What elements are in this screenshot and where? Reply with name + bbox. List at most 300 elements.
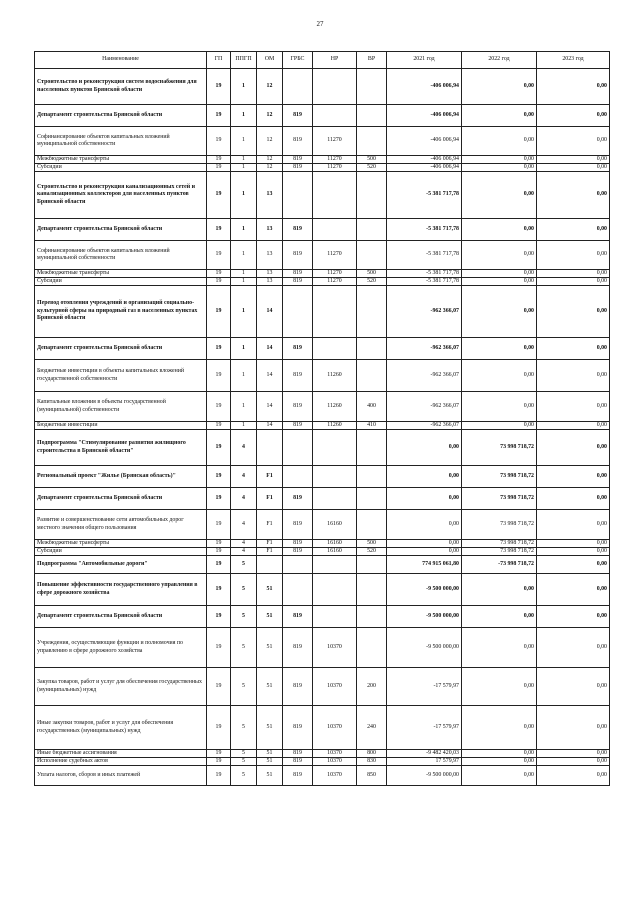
amount-2023-cell: 0,00: [537, 172, 610, 219]
vr-cell: 500: [357, 156, 387, 164]
amount-2021-cell: -17 579,97: [387, 668, 462, 706]
gp-cell: 19: [207, 156, 231, 164]
amount-2021-cell: -406 006,94: [387, 69, 462, 105]
table-body: [35, 69, 610, 786]
row-name-cell: Софинансирование объектов капитальных вложений муниципальной собственности: [35, 241, 207, 270]
table-row: [35, 105, 610, 127]
amount-2022-cell: -73 998 718,72: [462, 556, 537, 574]
nr-cell: 16160: [313, 510, 357, 540]
row-name-cell: Учреждения, осуществляющие функции и полномочия по управлению в сфере дорожного хозяйства: [35, 628, 207, 668]
table-row: [35, 540, 610, 548]
grbs-cell: 819: [283, 156, 313, 164]
amount-2023-cell: 0,00: [537, 392, 610, 422]
ppgp-cell: 1: [231, 360, 257, 392]
grbs-cell: 819: [283, 540, 313, 548]
row-name-cell: Подпрограмма "Стимулирование развития жилищного строительства в Брянской области": [35, 430, 207, 466]
ppgp-cell: 1: [231, 241, 257, 270]
amount-2022-cell: 0,00: [462, 758, 537, 766]
vr-cell: 400: [357, 392, 387, 422]
amount-2022-cell: 0,00: [462, 69, 537, 105]
om-cell: F1: [257, 466, 283, 488]
vr-cell: 410: [357, 422, 387, 430]
header-cell: 2021 год: [387, 52, 462, 69]
table-row: [35, 556, 610, 574]
amount-2023-cell: 0,00: [537, 766, 610, 786]
vr-cell: [357, 105, 387, 127]
ppgp-cell: 1: [231, 278, 257, 286]
nr-cell: [313, 219, 357, 241]
grbs-cell: 819: [283, 278, 313, 286]
amount-2023-cell: 0,00: [537, 127, 610, 156]
nr-cell: 11270: [313, 241, 357, 270]
vr-cell: [357, 286, 387, 338]
amount-2021-cell: -9 482 420,03: [387, 750, 462, 758]
om-cell: 14: [257, 286, 283, 338]
amount-2023-cell: 0,00: [537, 628, 610, 668]
gp-cell: 19: [207, 430, 231, 466]
amount-2022-cell: 0,00: [462, 606, 537, 628]
gp-cell: 19: [207, 488, 231, 510]
gp-cell: 19: [207, 510, 231, 540]
ppgp-cell: 5: [231, 606, 257, 628]
row-name-cell: Иные закупки товаров, работ и услуг для обеспечения государственных (муниципальных) нужд: [35, 706, 207, 750]
ppgp-cell: 5: [231, 574, 257, 606]
amount-2022-cell: 0,00: [462, 392, 537, 422]
table-row: [35, 270, 610, 278]
gp-cell: 19: [207, 540, 231, 548]
gp-cell: 19: [207, 105, 231, 127]
table-row: [35, 127, 610, 156]
om-cell: 12: [257, 156, 283, 164]
om-cell: 12: [257, 105, 283, 127]
nr-cell: 11260: [313, 392, 357, 422]
nr-cell: [313, 105, 357, 127]
nr-cell: 11260: [313, 422, 357, 430]
amount-2023-cell: 0,00: [537, 668, 610, 706]
nr-cell: [313, 172, 357, 219]
table-row: [35, 606, 610, 628]
amount-2021-cell: 0,00: [387, 548, 462, 556]
row-name-cell: Перевод отопления учреждений и организаций социально-культурной сферы на природный газ в населенных пунктах Брянской области: [35, 286, 207, 338]
amount-2022-cell: 0,00: [462, 574, 537, 606]
grbs-cell: 819: [283, 392, 313, 422]
amount-2023-cell: 0,00: [537, 430, 610, 466]
row-name-cell: Департамент строительства Брянской области: [35, 606, 207, 628]
amount-2022-cell: 0,00: [462, 628, 537, 668]
amount-2023-cell: 0,00: [537, 422, 610, 430]
vr-cell: [357, 172, 387, 219]
om-cell: 13: [257, 172, 283, 219]
amount-2023-cell: 0,00: [537, 156, 610, 164]
row-name-cell: Развитие и совершенствование сети автомобильных дорог местного значения общего пользования: [35, 510, 207, 540]
om-cell: 13: [257, 241, 283, 270]
amount-2023-cell: 0,00: [537, 164, 610, 172]
table-row: [35, 706, 610, 750]
gp-cell: 19: [207, 164, 231, 172]
table-row: [35, 430, 610, 466]
page-number: 27: [316, 20, 324, 28]
amount-2021-cell: -9 500 000,00: [387, 766, 462, 786]
grbs-cell: [283, 172, 313, 219]
grbs-cell: 819: [283, 105, 313, 127]
table-row: [35, 574, 610, 606]
vr-cell: 520: [357, 548, 387, 556]
amount-2021-cell: 0,00: [387, 430, 462, 466]
amount-2021-cell: -962 366,07: [387, 338, 462, 360]
amount-2021-cell: 0,00: [387, 466, 462, 488]
gp-cell: 19: [207, 706, 231, 750]
row-name-cell: Департамент строительства Брянской области: [35, 219, 207, 241]
amount-2022-cell: 73 998 718,72: [462, 430, 537, 466]
ppgp-cell: 4: [231, 466, 257, 488]
row-name-cell: Департамент строительства Брянской области: [35, 488, 207, 510]
row-name-cell: Иные бюджетные ассигнования: [35, 750, 207, 758]
om-cell: 14: [257, 360, 283, 392]
gp-cell: 19: [207, 422, 231, 430]
header-cell: Наименование: [35, 52, 207, 69]
om-cell: 51: [257, 766, 283, 786]
ppgp-cell: 1: [231, 164, 257, 172]
table-row: [35, 156, 610, 164]
nr-cell: [313, 466, 357, 488]
amount-2021-cell: -5 381 717,78: [387, 241, 462, 270]
om-cell: 51: [257, 606, 283, 628]
row-name-cell: Межбюджетные трансферты: [35, 270, 207, 278]
vr-cell: [357, 488, 387, 510]
vr-cell: [357, 574, 387, 606]
amount-2021-cell: 0,00: [387, 540, 462, 548]
ppgp-cell: 1: [231, 392, 257, 422]
row-name-cell: Департамент строительства Брянской области: [35, 338, 207, 360]
amount-2023-cell: 0,00: [537, 758, 610, 766]
grbs-cell: 819: [283, 758, 313, 766]
table-row: [35, 172, 610, 219]
ppgp-cell: 4: [231, 430, 257, 466]
table-row: [35, 392, 610, 422]
om-cell: 51: [257, 758, 283, 766]
vr-cell: 830: [357, 758, 387, 766]
vr-cell: 200: [357, 668, 387, 706]
header-cell: ППГП: [231, 52, 257, 69]
ppgp-cell: 1: [231, 219, 257, 241]
grbs-cell: 819: [283, 606, 313, 628]
grbs-cell: 819: [283, 488, 313, 510]
amount-2021-cell: 774 915 061,80: [387, 556, 462, 574]
amount-2021-cell: -406 006,94: [387, 156, 462, 164]
om-cell: F1: [257, 540, 283, 548]
vr-cell: [357, 360, 387, 392]
nr-cell: [313, 286, 357, 338]
nr-cell: 10370: [313, 668, 357, 706]
row-name-cell: Межбюджетные трансферты: [35, 156, 207, 164]
header-cell: ГРБС: [283, 52, 313, 69]
row-name-cell: Подпрограмма "Автомобильные дороги": [35, 556, 207, 574]
amount-2021-cell: -17 579,97: [387, 706, 462, 750]
om-cell: F1: [257, 510, 283, 540]
nr-cell: [313, 69, 357, 105]
grbs-cell: 819: [283, 164, 313, 172]
gp-cell: 19: [207, 766, 231, 786]
gp-cell: 19: [207, 466, 231, 488]
table-row: [35, 286, 610, 338]
table-row: [35, 466, 610, 488]
gp-cell: 19: [207, 758, 231, 766]
om-cell: F1: [257, 488, 283, 510]
row-name-cell: Субсидии: [35, 548, 207, 556]
table-row: [35, 510, 610, 540]
om-cell: 13: [257, 278, 283, 286]
om-cell: [257, 430, 283, 466]
om-cell: [257, 556, 283, 574]
grbs-cell: 819: [283, 668, 313, 706]
gp-cell: 19: [207, 606, 231, 628]
amount-2023-cell: 0,00: [537, 270, 610, 278]
vr-cell: 850: [357, 766, 387, 786]
row-name-cell: Уплата налогов, сборов и иных платежей: [35, 766, 207, 786]
table-header-row: [35, 52, 610, 69]
table-row: [35, 360, 610, 392]
amount-2023-cell: 0,00: [537, 510, 610, 540]
amount-2021-cell: 0,00: [387, 488, 462, 510]
amount-2021-cell: 17 579,97: [387, 758, 462, 766]
table-row: [35, 750, 610, 758]
amount-2021-cell: -5 381 717,78: [387, 219, 462, 241]
amount-2023-cell: 0,00: [537, 606, 610, 628]
ppgp-cell: 4: [231, 488, 257, 510]
gp-cell: 19: [207, 219, 231, 241]
row-name-cell: Повышение эффективности государственного управления в сфере дорожного хозяйства: [35, 574, 207, 606]
nr-cell: 10370: [313, 758, 357, 766]
ppgp-cell: 5: [231, 766, 257, 786]
vr-cell: [357, 430, 387, 466]
header-cell: 2023 год: [537, 52, 610, 69]
table-row: [35, 628, 610, 668]
amount-2022-cell: 0,00: [462, 172, 537, 219]
amount-2022-cell: 0,00: [462, 668, 537, 706]
gp-cell: 19: [207, 360, 231, 392]
vr-cell: 520: [357, 164, 387, 172]
row-name-cell: Субсидии: [35, 164, 207, 172]
ppgp-cell: 1: [231, 270, 257, 278]
vr-cell: [357, 338, 387, 360]
row-name-cell: Строительство и реконструкция систем водоснабжения для населенных пунктов Брянской области: [35, 69, 207, 105]
grbs-cell: 819: [283, 510, 313, 540]
amount-2022-cell: 0,00: [462, 241, 537, 270]
om-cell: F1: [257, 548, 283, 556]
amount-2023-cell: 0,00: [537, 338, 610, 360]
grbs-cell: 819: [283, 270, 313, 278]
header-cell: ОМ: [257, 52, 283, 69]
vr-cell: 520: [357, 278, 387, 286]
amount-2023-cell: 0,00: [537, 548, 610, 556]
amount-2021-cell: -962 366,07: [387, 360, 462, 392]
nr-cell: [313, 338, 357, 360]
header-cell: ВР: [357, 52, 387, 69]
row-name-cell: Департамент строительства Брянской области: [35, 105, 207, 127]
ppgp-cell: 5: [231, 750, 257, 758]
grbs-cell: 819: [283, 241, 313, 270]
gp-cell: 19: [207, 668, 231, 706]
header-cell: 2022 год: [462, 52, 537, 69]
amount-2022-cell: 0,00: [462, 270, 537, 278]
vr-cell: 500: [357, 540, 387, 548]
amount-2022-cell: 0,00: [462, 164, 537, 172]
grbs-cell: 819: [283, 219, 313, 241]
ppgp-cell: 5: [231, 706, 257, 750]
amount-2021-cell: -962 366,07: [387, 392, 462, 422]
nr-cell: 11260: [313, 360, 357, 392]
grbs-cell: 819: [283, 548, 313, 556]
amount-2022-cell: 0,00: [462, 422, 537, 430]
gp-cell: 19: [207, 69, 231, 105]
row-name-cell: Строительство и реконструкция канализационных сетей и канализационных коллекторов для населенных пунктов Брянской области: [35, 172, 207, 219]
amount-2023-cell: 0,00: [537, 241, 610, 270]
grbs-cell: [283, 466, 313, 488]
ppgp-cell: 5: [231, 628, 257, 668]
amount-2022-cell: 0,00: [462, 766, 537, 786]
row-name-cell: Закупка товаров, работ и услуг для обеспечения государственных (муниципальных) нужд: [35, 668, 207, 706]
gp-cell: 19: [207, 556, 231, 574]
om-cell: 51: [257, 574, 283, 606]
budget-table: [34, 51, 610, 786]
nr-cell: 10370: [313, 706, 357, 750]
row-name-cell: Региональный проект "Жилье (Брянская область)": [35, 466, 207, 488]
amount-2022-cell: 0,00: [462, 360, 537, 392]
om-cell: 51: [257, 628, 283, 668]
nr-cell: [313, 606, 357, 628]
amount-2023-cell: 0,00: [537, 105, 610, 127]
nr-cell: 16160: [313, 548, 357, 556]
ppgp-cell: 1: [231, 156, 257, 164]
vr-cell: [357, 628, 387, 668]
ppgp-cell: 1: [231, 172, 257, 219]
grbs-cell: [283, 574, 313, 606]
amount-2022-cell: 0,00: [462, 750, 537, 758]
om-cell: 12: [257, 69, 283, 105]
amount-2023-cell: 0,00: [537, 466, 610, 488]
vr-cell: 500: [357, 270, 387, 278]
vr-cell: [357, 510, 387, 540]
row-name-cell: Капитальные вложения в объекты государственной (муниципальной) собственности: [35, 392, 207, 422]
nr-cell: 11270: [313, 127, 357, 156]
gp-cell: 19: [207, 278, 231, 286]
amount-2021-cell: -5 381 717,78: [387, 270, 462, 278]
table-row: [35, 164, 610, 172]
grbs-cell: 819: [283, 628, 313, 668]
grbs-cell: 819: [283, 766, 313, 786]
amount-2022-cell: 0,00: [462, 105, 537, 127]
row-name-cell: Бюджетные инвестиции: [35, 422, 207, 430]
gp-cell: 19: [207, 286, 231, 338]
gp-cell: 19: [207, 574, 231, 606]
nr-cell: 10370: [313, 628, 357, 668]
amount-2023-cell: 0,00: [537, 540, 610, 548]
om-cell: 14: [257, 422, 283, 430]
amount-2021-cell: -406 006,94: [387, 127, 462, 156]
vr-cell: [357, 241, 387, 270]
amount-2022-cell: 73 998 718,72: [462, 466, 537, 488]
row-name-cell: Исполнение судебных актов: [35, 758, 207, 766]
om-cell: 51: [257, 750, 283, 758]
row-name-cell: Софинансирование объектов капитальных вложений муниципальной собственности: [35, 127, 207, 156]
amount-2023-cell: 0,00: [537, 286, 610, 338]
gp-cell: 19: [207, 270, 231, 278]
amount-2021-cell: -9 500 000,00: [387, 628, 462, 668]
amount-2021-cell: -5 381 717,78: [387, 278, 462, 286]
om-cell: 51: [257, 706, 283, 750]
grbs-cell: [283, 556, 313, 574]
ppgp-cell: 5: [231, 556, 257, 574]
amount-2023-cell: 0,00: [537, 219, 610, 241]
ppgp-cell: 4: [231, 510, 257, 540]
nr-cell: 11270: [313, 156, 357, 164]
amount-2023-cell: 0,00: [537, 278, 610, 286]
grbs-cell: [283, 430, 313, 466]
ppgp-cell: 4: [231, 540, 257, 548]
amount-2023-cell: 0,00: [537, 750, 610, 758]
vr-cell: [357, 69, 387, 105]
ppgp-cell: 1: [231, 105, 257, 127]
amount-2023-cell: 0,00: [537, 360, 610, 392]
nr-cell: 10370: [313, 750, 357, 758]
table-row: [35, 241, 610, 270]
table-row: [35, 668, 610, 706]
table-row: [35, 488, 610, 510]
om-cell: 14: [257, 392, 283, 422]
gp-cell: 19: [207, 548, 231, 556]
row-name-cell: Бюджетные инвестиции в объекты капитальных вложений государственной собственности: [35, 360, 207, 392]
row-name-cell: Межбюджетные трансферты: [35, 540, 207, 548]
header-cell: НР: [313, 52, 357, 69]
gp-cell: 19: [207, 127, 231, 156]
nr-cell: 11270: [313, 270, 357, 278]
grbs-cell: 819: [283, 706, 313, 750]
om-cell: 12: [257, 127, 283, 156]
row-name-cell: Субсидии: [35, 278, 207, 286]
gp-cell: 19: [207, 338, 231, 360]
grbs-cell: [283, 69, 313, 105]
amount-2022-cell: 0,00: [462, 706, 537, 750]
vr-cell: [357, 606, 387, 628]
gp-cell: 19: [207, 750, 231, 758]
table-row: [35, 758, 610, 766]
om-cell: 51: [257, 668, 283, 706]
nr-cell: 11270: [313, 164, 357, 172]
vr-cell: [357, 219, 387, 241]
gp-cell: 19: [207, 172, 231, 219]
amount-2023-cell: 0,00: [537, 574, 610, 606]
amount-2021-cell: 0,00: [387, 510, 462, 540]
table-row: [35, 766, 610, 786]
vr-cell: [357, 127, 387, 156]
amount-2021-cell: -962 366,07: [387, 286, 462, 338]
amount-2022-cell: 0,00: [462, 278, 537, 286]
grbs-cell: [283, 286, 313, 338]
amount-2022-cell: 0,00: [462, 286, 537, 338]
ppgp-cell: 1: [231, 286, 257, 338]
table-row: [35, 69, 610, 105]
table-row: [35, 278, 610, 286]
ppgp-cell: 1: [231, 69, 257, 105]
amount-2021-cell: -9 500 000,00: [387, 606, 462, 628]
amount-2022-cell: 0,00: [462, 156, 537, 164]
gp-cell: 19: [207, 628, 231, 668]
amount-2021-cell: -406 006,94: [387, 105, 462, 127]
ppgp-cell: 1: [231, 422, 257, 430]
amount-2021-cell: -9 500 000,00: [387, 574, 462, 606]
amount-2022-cell: 73 998 718,72: [462, 510, 537, 540]
ppgp-cell: 5: [231, 668, 257, 706]
